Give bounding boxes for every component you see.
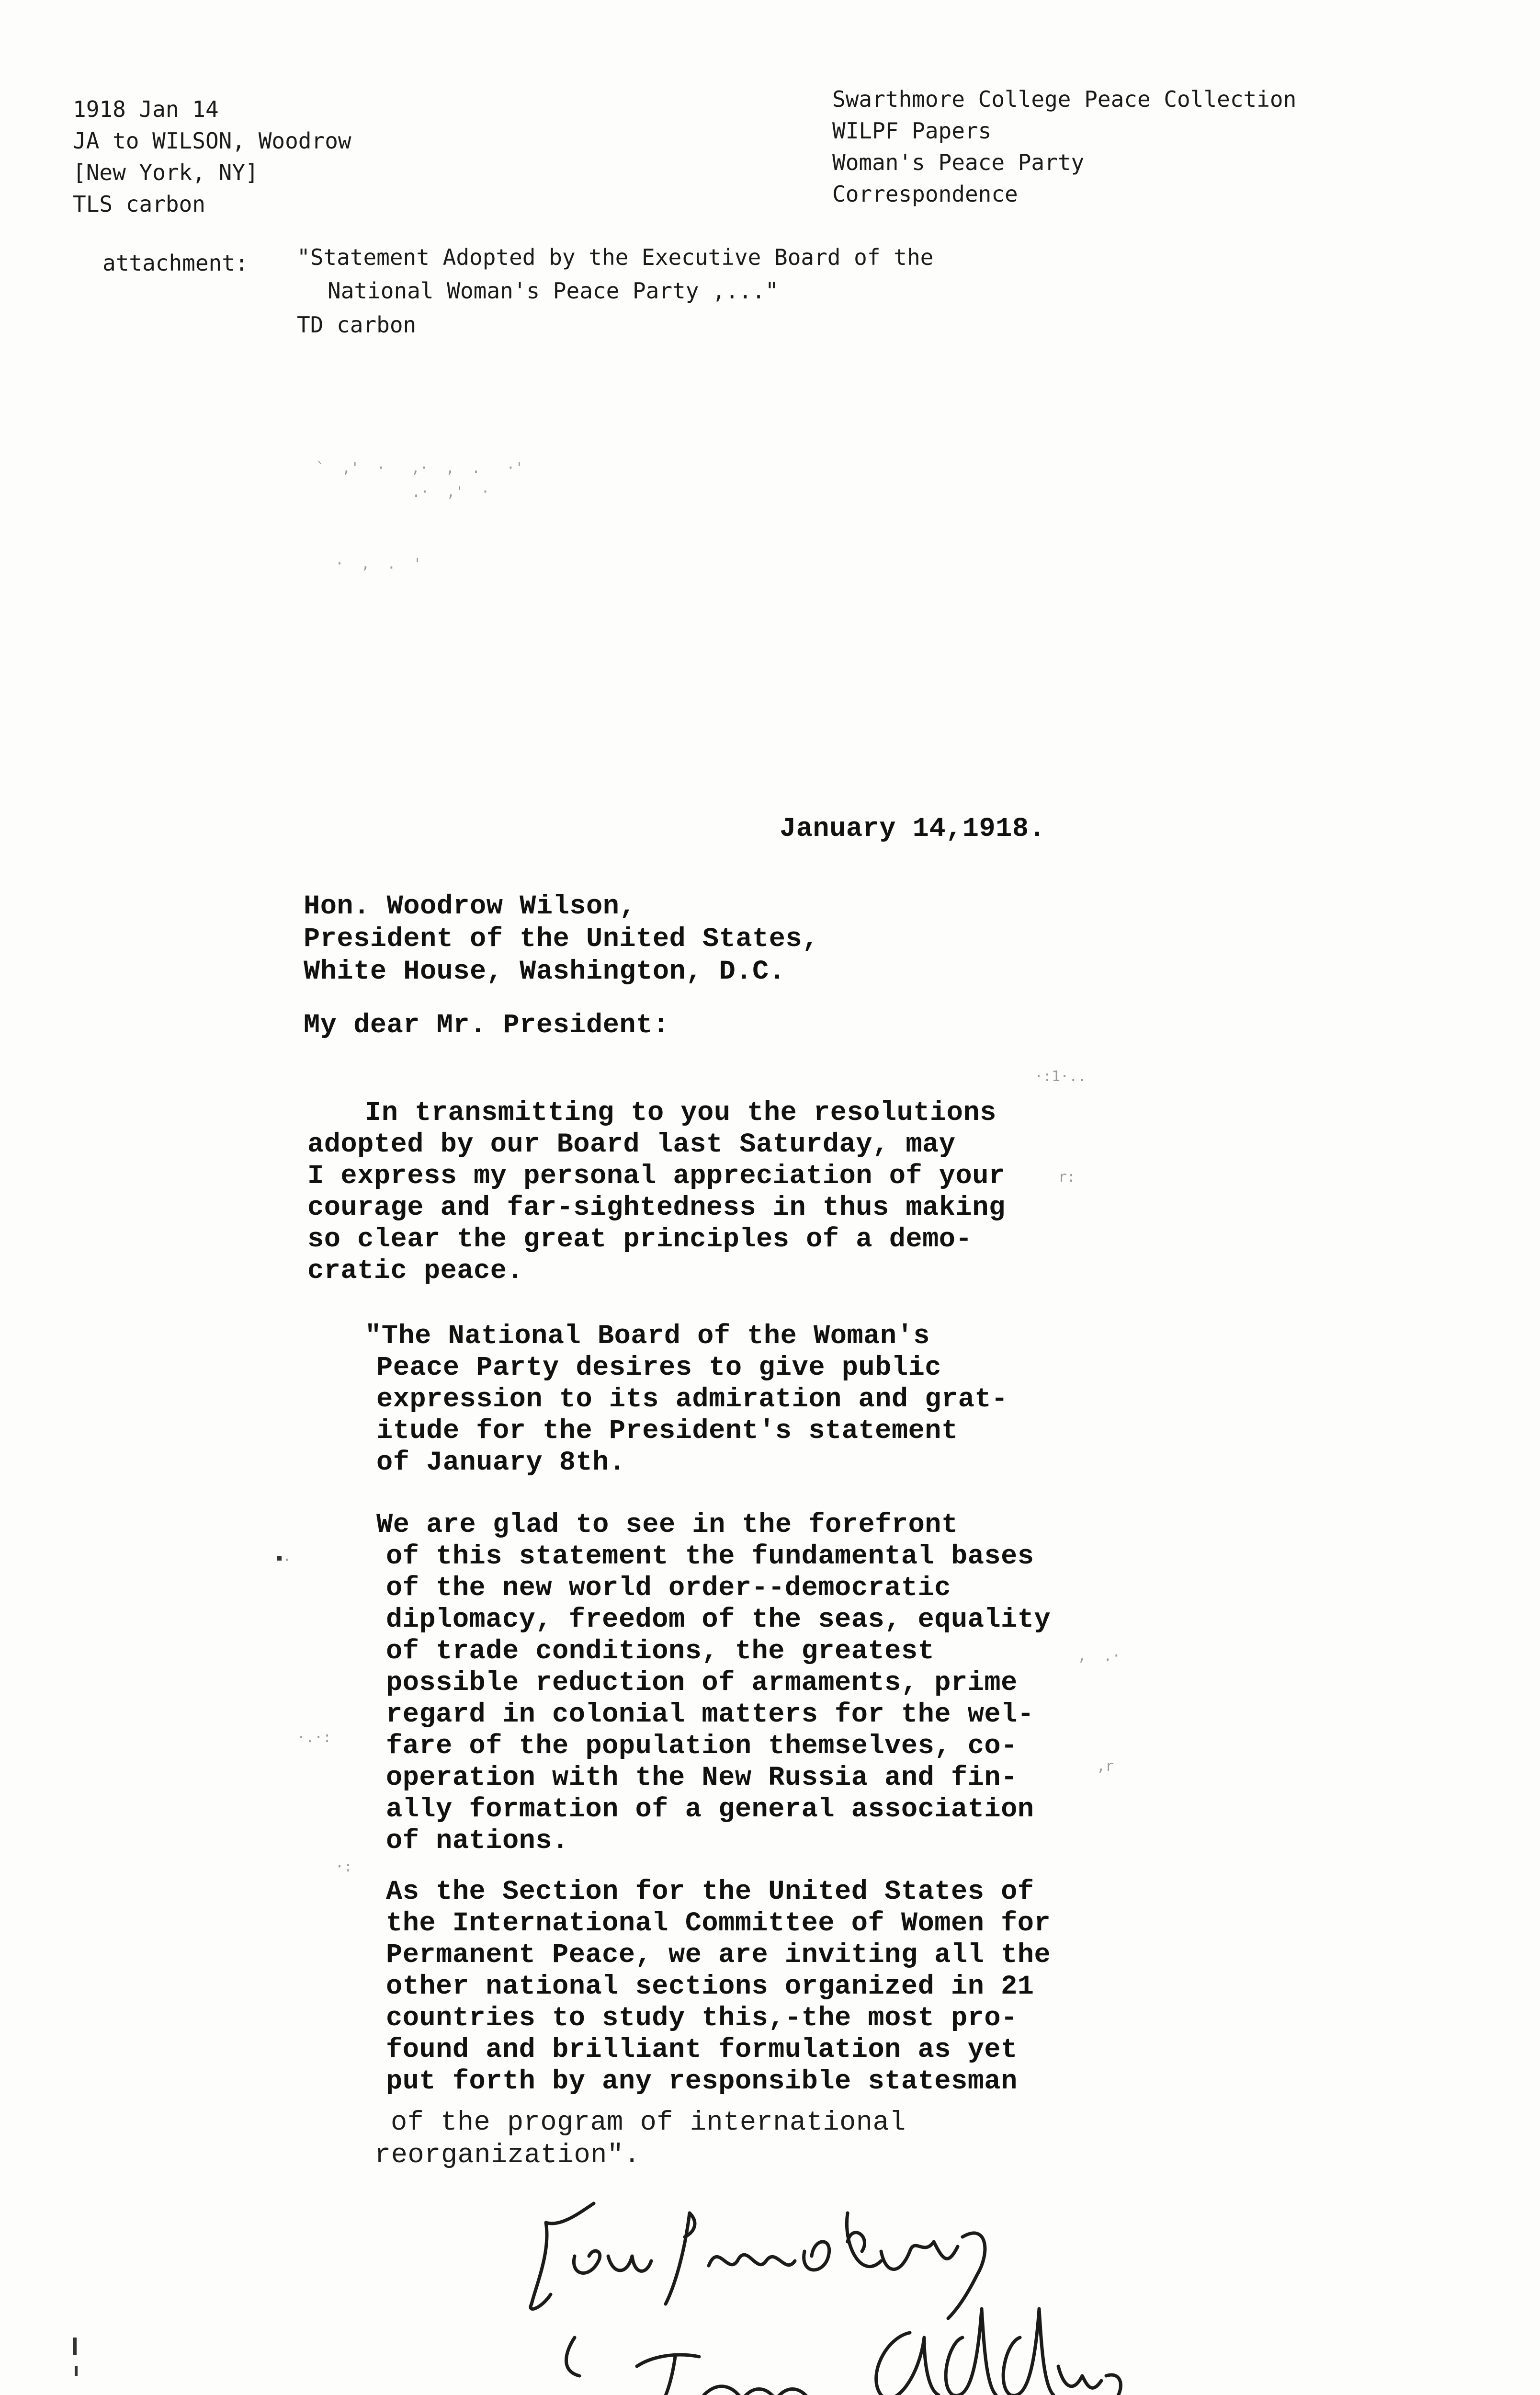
paragraph-line: In transmitting to you the resolutions <box>365 1098 996 1129</box>
paper-speck: ·.·: <box>297 1729 332 1746</box>
paragraph-line: found and brilliant formulation as yet <box>386 2035 1018 2065</box>
address-line: President of the United States, <box>304 924 819 955</box>
paper-speck: ` ,' · ,· , . ·' <box>316 460 524 477</box>
attachment-label: attachment: <box>102 250 249 276</box>
header-series: Woman's Peace Party <box>832 149 1085 175</box>
paragraph-line: itude for the President's statement <box>376 1416 958 1447</box>
address-line: White House, Washington, D.C. <box>304 957 786 987</box>
header-collection: Swarthmore College Peace Collection <box>832 86 1297 112</box>
paragraph-line: "The National Board of the Woman's <box>365 1321 930 1352</box>
paragraph-line: regard in colonial matters for the wel- <box>386 1699 1034 1730</box>
paper-speck: ·: <box>335 1859 353 1875</box>
paragraph-line: I express my personal appreciation of your <box>307 1161 1006 1192</box>
paragraph-line: diplomacy, freedom of the seas, equality <box>386 1605 1051 1635</box>
margin-mark <box>75 2366 78 2376</box>
paper-speck: r: <box>1058 1169 1076 1186</box>
paragraph-line: We are glad to see in the forefront <box>376 1510 958 1540</box>
paragraph-line: adopted by our Board last Saturday, may <box>307 1129 956 1160</box>
paragraph-line: expression to its admiration and grat- <box>376 1384 1008 1415</box>
paragraph-line: Peace Party desires to give public <box>376 1353 941 1383</box>
attachment-type: TD carbon <box>297 312 417 338</box>
header-correspondents: JA to WILSON, Woodrow <box>73 128 351 154</box>
header-date: 1918 Jan 14 <box>73 96 219 122</box>
paragraph-line: cratic peace. <box>307 1256 524 1287</box>
attachment-title-line-1: "Statement Adopted by the Executive Board of the <box>297 244 934 270</box>
address-line: Hon. Woodrow Wilson, <box>304 891 636 922</box>
salutation: My dear Mr. President: <box>304 1010 669 1041</box>
attachment-title-line-2: National Woman's Peace Party ,..." <box>328 278 779 304</box>
paragraph-line: of January 8th. <box>376 1448 626 1478</box>
paragraph-line: of this statement the fundamental bases <box>386 1541 1034 1572</box>
paper-speck: ,r <box>1097 1758 1114 1775</box>
paragraph-line: courage and far-sightedness in thus making <box>307 1193 1006 1223</box>
paper-speck: ·:1·.. <box>1034 1068 1095 1085</box>
paragraph-line: possible reduction of armaments, prime <box>386 1668 1018 1699</box>
paragraph-line: of the program of international <box>391 2108 906 2138</box>
paper-speck: · <box>283 1552 292 1569</box>
paragraph-line: fare of the population themselves, co- <box>386 1731 1018 1762</box>
paragraph-line: of nations. <box>386 1826 569 1857</box>
paragraph-line: operation with the New Russia and fin- <box>386 1763 1018 1793</box>
margin-dot <box>277 1556 282 1561</box>
paragraph-line: countries to study this,-the most pro- <box>386 2003 1018 2034</box>
header-doc-type: TLS carbon <box>73 191 205 217</box>
paragraph-line: put forth by any responsible statesman <box>386 2066 1018 2097</box>
paragraph-line: reorganization". <box>374 2140 641 2171</box>
paragraph-line: so clear the great principles of a demo- <box>307 1224 973 1255</box>
margin-mark <box>73 2338 77 2355</box>
paper-speck: .· ,' · <box>412 484 490 501</box>
paragraph-line: of the new world order--democratic <box>386 1573 951 1604</box>
paragraph-line: other national sections organized in 21 <box>386 1972 1034 2002</box>
handwritten-signature <box>517 2194 1140 2395</box>
header-papers: WILPF Papers <box>832 118 992 144</box>
paragraph-line: the International Committee of Women for <box>386 1908 1051 1939</box>
header-subseries: Correspondence <box>832 181 1018 207</box>
paragraph-line: Permanent Peace, we are inviting all the <box>386 1940 1051 1971</box>
paragraph-line: ally formation of a general association <box>386 1794 1034 1825</box>
paper-speck: , .· <box>1077 1648 1121 1665</box>
paper-speck: · , . ' <box>335 556 422 572</box>
paragraph-line: of trade conditions, the greatest <box>386 1636 935 1667</box>
letter-date: January 14,1918. <box>780 814 1046 844</box>
header-place: [New York, NY] <box>73 160 259 185</box>
paragraph-line: As the Section for the United States of <box>386 1877 1034 1907</box>
